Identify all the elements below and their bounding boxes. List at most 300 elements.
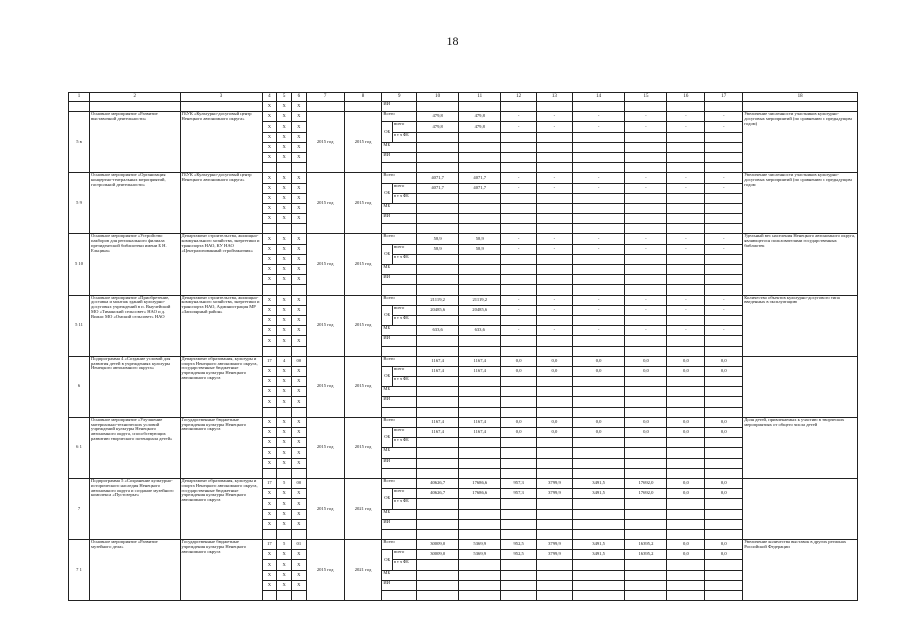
amount-cell: - [705, 234, 743, 244]
table-cell [625, 315, 667, 325]
table-cell [572, 560, 625, 570]
cell-x: X [262, 417, 277, 427]
table-cell [501, 407, 537, 417]
table-row [69, 295, 858, 305]
table-cell [705, 132, 743, 142]
expected-result: Увеличение численности участников культурно-досуговых мероприятий (по сравнению с предыдущим годом [743, 173, 858, 234]
table-cell [537, 560, 573, 570]
amount-cell: 0,0 [537, 366, 573, 376]
source-label: в т ч ФБ [392, 193, 416, 203]
table-cell [501, 387, 537, 397]
table-cell [537, 275, 573, 285]
source-label: в т ч ФБ [392, 315, 416, 325]
table-cell [537, 407, 573, 417]
source-label: МБ [382, 448, 417, 458]
cell-x: X [291, 366, 306, 376]
cell-x: X [291, 499, 306, 509]
table-cell [262, 407, 277, 417]
amount-cell: - [572, 326, 625, 336]
amount-cell: 633,6 [417, 326, 459, 336]
header-cell: 10 [417, 93, 459, 102]
table-cell [382, 285, 417, 295]
header-cell: 7 [306, 93, 344, 102]
amount-cell: 30009,0 [417, 550, 459, 560]
amount-cell: 0,0 [705, 540, 743, 550]
code-cell: 00 [291, 478, 306, 488]
end-year: 2021 год [344, 478, 382, 539]
code-cell: 4 [277, 356, 292, 366]
amount-cell: - [625, 326, 667, 336]
cell-x: X [291, 305, 306, 315]
table-cell [625, 285, 667, 295]
table-cell [667, 458, 705, 468]
table-cell [625, 152, 667, 162]
amount-cell: 3799,9 [537, 489, 573, 499]
source-label: Всего [382, 478, 417, 488]
table-cell [667, 509, 705, 519]
cell-x: X [291, 458, 306, 468]
table-cell [501, 224, 537, 234]
cell-x: X [262, 193, 277, 203]
code-cell: 17 [262, 356, 277, 366]
cell-x: X [277, 183, 292, 193]
table-cell [667, 499, 705, 509]
table-cell [417, 275, 459, 285]
amount-cell: 1167,4 [459, 356, 501, 366]
cell-x: X [291, 112, 306, 122]
amount-cell: 0,0 [572, 428, 625, 438]
amount-cell: 17686,6 [459, 489, 501, 499]
cell-x: X [277, 458, 292, 468]
cell-x: X [262, 203, 277, 213]
cell-x: X [262, 305, 277, 315]
table-cell [537, 509, 573, 519]
table-cell [501, 336, 537, 346]
table-cell [705, 458, 743, 468]
cell-x: X [277, 295, 292, 305]
table-cell [417, 591, 459, 601]
table-cell [459, 397, 501, 407]
table-cell [537, 336, 573, 346]
table-cell [572, 315, 625, 325]
amount-cell: 21119,2 [417, 295, 459, 305]
table-cell [417, 560, 459, 570]
cell-x: X [262, 377, 277, 387]
source-label: всего [392, 489, 416, 499]
table-cell [705, 387, 743, 397]
amount-cell: 16395,2 [625, 550, 667, 560]
amount-cell: 20485,6 [459, 305, 501, 315]
amount-cell: 21119,2 [459, 295, 501, 305]
table-cell [459, 499, 501, 509]
row-number: 7 [69, 478, 90, 539]
table-cell [459, 519, 501, 529]
table-cell [501, 448, 537, 458]
table-row [69, 173, 858, 183]
cell-x: X [262, 326, 277, 336]
table-cell [667, 142, 705, 152]
table-cell [705, 397, 743, 407]
table-cell [501, 254, 537, 264]
table-cell [277, 591, 292, 601]
header-cell: 12 [501, 93, 537, 102]
source-label: МБ [382, 509, 417, 519]
cell-x: X [262, 295, 277, 305]
table-cell [277, 346, 292, 356]
code-cell: 17 [262, 540, 277, 550]
cell-x: X [262, 519, 277, 529]
source-label: МБ [382, 326, 417, 336]
row-number: 5 11 [69, 295, 90, 356]
amount-cell: - [705, 305, 743, 315]
table-cell [625, 458, 667, 468]
amount-cell: - [625, 305, 667, 315]
table-cell [291, 591, 306, 601]
table-cell [277, 407, 292, 417]
cell-x: X [291, 152, 306, 162]
amount-cell: 0,0 [667, 489, 705, 499]
cell-x: X [262, 489, 277, 499]
table-row [69, 417, 858, 427]
table-cell [291, 346, 306, 356]
table-cell [625, 519, 667, 529]
amount-cell: - [625, 173, 667, 183]
start-year: 2015 год [306, 173, 344, 234]
table-cell [417, 336, 459, 346]
amount-cell: 58,9 [417, 244, 459, 254]
table-cell [667, 468, 705, 478]
cell-x: X [291, 509, 306, 519]
amount-cell: - [705, 244, 743, 254]
amount-cell: 17692,0 [625, 478, 667, 488]
expected-result [743, 356, 858, 417]
executor: Государственные бюджетные учреждения культуры Ненецкого автономного округа [180, 540, 262, 601]
amount-cell: - [537, 326, 573, 336]
table-cell [572, 142, 625, 152]
cell-x: X [277, 203, 292, 213]
cell-x: X [277, 489, 292, 499]
table-cell [417, 265, 459, 275]
table-cell [667, 580, 705, 590]
header-cell: 2 [90, 93, 180, 102]
amount-cell: - [667, 305, 705, 315]
amount-cell: 4071,7 [417, 173, 459, 183]
executor: ГБУК «Культурно-досуговый центр Ненецкого автономного округа» [180, 173, 262, 234]
cell-x: X [262, 387, 277, 397]
amount-cell: - [501, 112, 537, 122]
cell-x: X [262, 366, 277, 376]
amount-cell: - [501, 295, 537, 305]
header-cell: 4 [262, 93, 277, 102]
amount-cell: 0,0 [705, 356, 743, 366]
table-cell [277, 285, 292, 295]
cell-x: X [291, 336, 306, 346]
amount-cell: 20485,6 [417, 305, 459, 315]
source-label: ОБ [382, 305, 393, 325]
expected-result: Увеличение количества выставок в других регионах Российской Федерации [743, 540, 858, 601]
table-cell [501, 529, 537, 539]
amount-cell: - [625, 295, 667, 305]
source-label: всего [392, 244, 416, 254]
cell-x: X [262, 550, 277, 560]
table-cell [625, 580, 667, 590]
table-cell [572, 132, 625, 142]
expected-result: Удельный вес населения Ненецкого автономного округа, являющегося пользователями государственных библиотек [743, 234, 858, 295]
cell-x: X [291, 570, 306, 580]
cell-x: X [262, 265, 277, 275]
table-cell [705, 336, 743, 346]
code-cell: 01 [291, 540, 306, 550]
cell-x: X [277, 244, 292, 254]
table-cell [625, 377, 667, 387]
activity-name: Подпрограмма 4 «Создание условий для развития детей в учреждениях культуры Ненецкого автономного округа» [90, 356, 180, 417]
table-cell [705, 499, 743, 509]
table-cell [625, 499, 667, 509]
table-row [69, 234, 858, 244]
table-cell [537, 315, 573, 325]
row-number: 5 в [69, 112, 90, 173]
table-cell [459, 438, 501, 448]
table-cell [459, 570, 501, 580]
cell-x: X [262, 275, 277, 285]
table-cell [277, 468, 292, 478]
table-cell [572, 570, 625, 580]
table-cell [705, 529, 743, 539]
table-cell [459, 529, 501, 539]
table-cell [459, 591, 501, 601]
cell-x: X [277, 550, 292, 560]
amount-cell: - [537, 305, 573, 315]
cell-x: X [291, 438, 306, 448]
table-cell [537, 265, 573, 275]
amount-cell: 1167,4 [459, 366, 501, 376]
amount-cell: 952,5 [501, 550, 537, 560]
table-cell [667, 397, 705, 407]
table-cell [262, 346, 277, 356]
table-cell [572, 458, 625, 468]
table-cell [262, 468, 277, 478]
amount-cell: 0,0 [572, 417, 625, 427]
table-cell [625, 336, 667, 346]
table-cell [705, 377, 743, 387]
table-cell [417, 397, 459, 407]
table-cell [667, 163, 705, 173]
amount-cell: 58,9 [459, 234, 501, 244]
table-cell [667, 560, 705, 570]
amount-cell: 957,3 [501, 478, 537, 488]
amount-cell: 0,0 [537, 356, 573, 366]
table-cell [705, 315, 743, 325]
amount-cell: - [625, 234, 667, 244]
row-number: 6 [69, 356, 90, 417]
table-cell [625, 142, 667, 152]
amount-cell: 0,0 [667, 417, 705, 427]
table-cell [705, 519, 743, 529]
table-cell [262, 163, 277, 173]
table-cell [417, 142, 459, 152]
cell-x: X [291, 234, 306, 244]
table-cell [459, 193, 501, 203]
activity-name: Основное мероприятие «Устройство пакборов для регионального филиала президентской библиотеки имени Б Н. Ельцина» [90, 234, 180, 295]
table-cell [625, 193, 667, 203]
amount-cell: 0,0 [625, 417, 667, 427]
cell-x: X [262, 244, 277, 254]
table-cell [501, 163, 537, 173]
amount-cell: 3491,5 [572, 550, 625, 560]
cell-x: X [291, 489, 306, 499]
amount-cell: 0,0 [705, 550, 743, 560]
table-cell [459, 336, 501, 346]
cell-x: X [291, 580, 306, 590]
cell-x: X [277, 519, 292, 529]
amount-cell: 633,6 [459, 326, 501, 336]
table-cell [382, 468, 417, 478]
table-cell [459, 275, 501, 285]
source-label: всего [392, 183, 416, 193]
cell-x: X [262, 234, 277, 244]
cell-x: X [277, 102, 292, 112]
start-year: 2015 год [306, 540, 344, 601]
amount-cell: 1167,4 [417, 428, 459, 438]
source-label: Всего [382, 234, 417, 244]
header-cell: 3 [180, 93, 262, 102]
amount-cell: - [625, 122, 667, 132]
source-label: в т ч ФБ [392, 438, 416, 448]
page-number: 18 [446, 34, 459, 48]
table-cell [667, 203, 705, 213]
table-cell [501, 193, 537, 203]
amount-cell: - [667, 173, 705, 183]
table-cell [667, 448, 705, 458]
table-cell [572, 509, 625, 519]
table-cell [705, 203, 743, 213]
amount-cell: 5369,9 [459, 540, 501, 550]
source-label: в т ч ФБ [392, 254, 416, 264]
source-label: в т ч ФБ [392, 560, 416, 570]
table-cell [501, 265, 537, 275]
cell-x: X [277, 214, 292, 224]
table-cell [705, 438, 743, 448]
amount-cell: 3491,5 [572, 540, 625, 550]
executor: Государственные бюджетные учреждения культуры Ненецкого автономного округа [180, 417, 262, 478]
cell-x: X [291, 254, 306, 264]
end-year: 2015 год [344, 112, 382, 173]
table-cell [417, 529, 459, 539]
cell-x: X [277, 387, 292, 397]
activity-name: Подпрограмма 5 «Сохранение культурно-исторического наследия Ненецкого автономного округа и создание музейного комплекса «Пустозерье» [90, 478, 180, 539]
amount-cell: 0,0 [667, 550, 705, 560]
table-row [69, 478, 858, 488]
source-label: в т ч ФБ [392, 377, 416, 387]
amount-cell: 0,0 [705, 478, 743, 488]
amount-cell: - [572, 305, 625, 315]
table-cell [537, 519, 573, 529]
table-cell [459, 214, 501, 224]
table-cell [382, 591, 417, 601]
amount-cell: - [572, 112, 625, 122]
cell-x: X [277, 132, 292, 142]
table-cell [501, 397, 537, 407]
cell-x: X [277, 448, 292, 458]
table-cell [572, 499, 625, 509]
start-year: 2015 год [306, 478, 344, 539]
table-cell [262, 591, 277, 601]
cell-x: X [262, 499, 277, 509]
amount-cell: 17692,0 [625, 489, 667, 499]
table-cell [537, 591, 573, 601]
amount-cell: - [501, 244, 537, 254]
header-cell: 16 [667, 93, 705, 102]
amount-cell: - [705, 295, 743, 305]
cell-x: X [277, 417, 292, 427]
table-row [69, 540, 858, 550]
table-cell [417, 438, 459, 448]
table-cell [501, 560, 537, 570]
table-cell [537, 529, 573, 539]
table-cell [667, 336, 705, 346]
activity-name: Основное мероприятие «Развитие музейного дела» [90, 540, 180, 601]
table-cell [625, 265, 667, 275]
amount-cell: - [537, 173, 573, 183]
header-cell: 17 [705, 93, 743, 102]
amount-cell: 0,0 [572, 356, 625, 366]
cell-x: X [277, 193, 292, 203]
table-cell [417, 570, 459, 580]
cell-x: X [262, 428, 277, 438]
table-cell [501, 458, 537, 468]
cell-x: X [277, 499, 292, 509]
source-label: ОБ [382, 489, 393, 509]
cell-x: X [291, 122, 306, 132]
table-cell [705, 142, 743, 152]
table-cell [417, 580, 459, 590]
cell-x: X [262, 315, 277, 325]
table-cell [667, 152, 705, 162]
amount-cell: - [705, 183, 743, 193]
header-cell: 6 [291, 93, 306, 102]
amount-cell: - [537, 112, 573, 122]
table-cell [705, 224, 743, 234]
cell-x: X [262, 214, 277, 224]
row-number: 5 9 [69, 173, 90, 234]
end-year: 2015 год [344, 356, 382, 417]
cell-x: X [291, 203, 306, 213]
amount-cell: 479,8 [417, 122, 459, 132]
cell-x: X [291, 275, 306, 285]
amount-cell: - [667, 326, 705, 336]
table-cell [382, 163, 417, 173]
source-label: ИИ [382, 580, 417, 590]
end-year: 2015 год [344, 234, 382, 295]
amount-cell: - [501, 326, 537, 336]
code-cell: 00 [291, 356, 306, 366]
source-label: Всего [382, 540, 417, 550]
table-cell [417, 346, 459, 356]
table-cell [537, 499, 573, 509]
table-cell [501, 509, 537, 519]
cell-x: X [277, 112, 292, 122]
header-cell: 15 [625, 93, 667, 102]
amount-cell: 3491,5 [572, 489, 625, 499]
table-row [69, 356, 858, 366]
table-cell [459, 387, 501, 397]
cell-x: X [291, 326, 306, 336]
cell-x: X [262, 560, 277, 570]
cell-x: X [291, 173, 306, 183]
cell-x: X [262, 142, 277, 152]
cell-x: X [277, 336, 292, 346]
amount-cell: 479,8 [459, 112, 501, 122]
